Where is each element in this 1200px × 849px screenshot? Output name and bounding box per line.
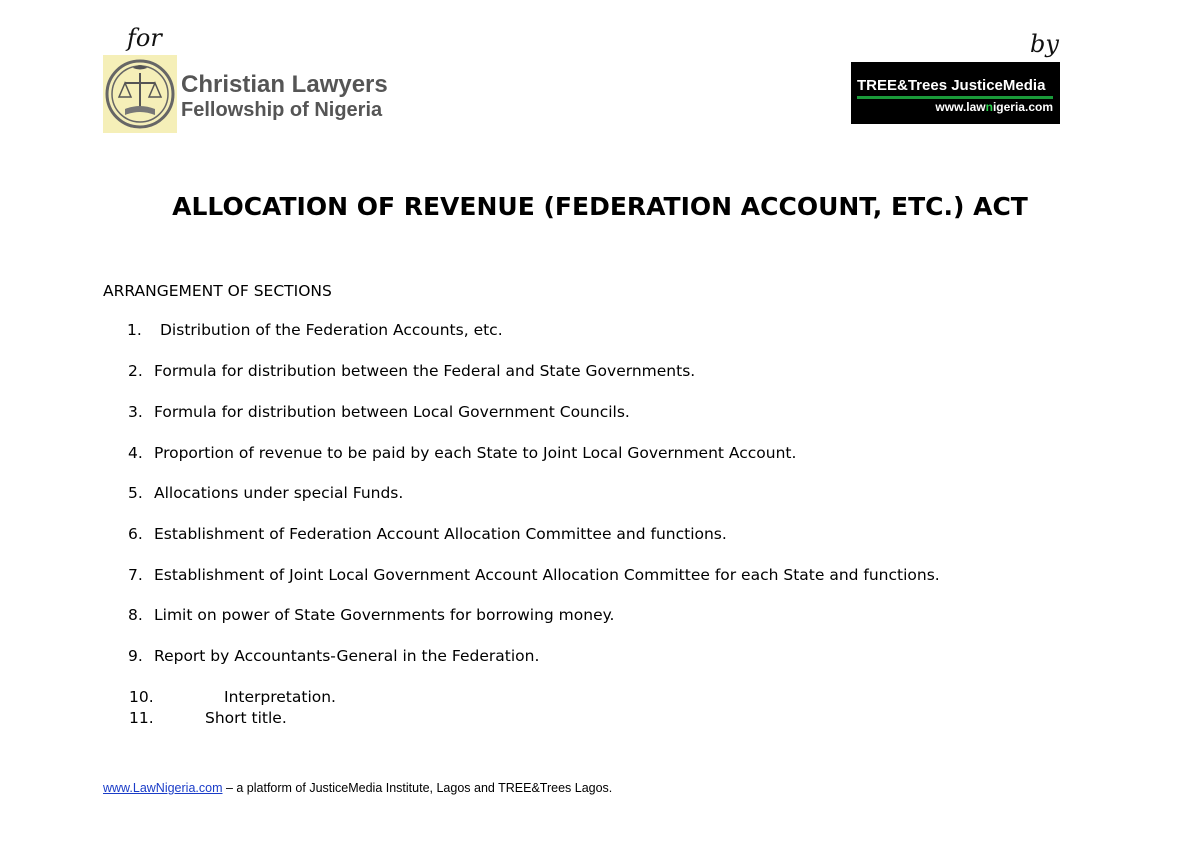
section-text: Formula for distribution between Local Government Councils.: [154, 403, 630, 421]
document-title: ALLOCATION OF REVENUE (FEDERATION ACCOUNT, ETC.) ACT: [172, 192, 1028, 221]
section-text: Proportion of revenue to be paid by each State to Joint Local Government Account.: [154, 444, 797, 462]
section-number: 8.: [128, 606, 143, 624]
clfn-name-line1: Christian Lawyers: [181, 71, 388, 98]
clfn-logo: [103, 55, 408, 135]
section-number: 3.: [128, 403, 143, 421]
section-text: Distribution of the Federation Accounts, etc.: [160, 321, 503, 339]
by-label: by: [1030, 30, 1059, 58]
section-number: 6.: [128, 525, 143, 543]
tree-logo-bar: [857, 96, 1053, 99]
section-number: 9.: [128, 647, 143, 665]
section-text: Limit on power of State Governments for borrowing money.: [154, 606, 615, 624]
footer-text: – a platform of JusticeMedia Institute, Lagos and TREE&Trees Lagos.: [222, 781, 613, 795]
section-text: Allocations under special Funds.: [154, 484, 404, 502]
section-text: Establishment of Joint Local Government Account Allocation Committee for each State and functions.: [154, 566, 940, 584]
section-number: 4.: [128, 444, 143, 462]
clfn-name: [181, 73, 388, 120]
section-text: Formula for distribution between the Federal and State Governments.: [154, 362, 696, 380]
tree-logo-name: TREE&Trees JusticeMedia: [857, 77, 1046, 94]
section-text: Interpretation.: [224, 688, 336, 706]
footer: [103, 781, 612, 795]
treetrees-justicemedia-logo: [851, 62, 1060, 124]
section-number: 2.: [128, 362, 143, 380]
section-number: 1.: [127, 321, 142, 339]
footer-link[interactable]: www.LawNigeria.com: [103, 781, 223, 795]
section-number: 11.: [129, 709, 154, 727]
section-number: 5.: [128, 484, 143, 502]
clfn-name-line2: Fellowship of Nigeria: [181, 99, 383, 121]
section-text: Short title.: [205, 709, 287, 727]
tree-url-highlight: n: [985, 100, 993, 114]
for-label: for: [127, 24, 162, 52]
tree-url-prefix: www.law: [935, 100, 986, 114]
section-text: Report by Accountants-General in the Federation.: [154, 647, 540, 665]
section-number: 7.: [128, 566, 143, 584]
tree-logo-url: [935, 100, 1053, 114]
arrangement-heading: ARRANGEMENT OF SECTIONS: [103, 282, 332, 300]
scales-of-justice-icon: [103, 55, 177, 133]
section-number: 10.: [129, 688, 154, 706]
tree-url-suffix: igeria.com: [992, 100, 1053, 114]
section-text: Establishment of Federation Account Allocation Committee and functions.: [154, 525, 727, 543]
